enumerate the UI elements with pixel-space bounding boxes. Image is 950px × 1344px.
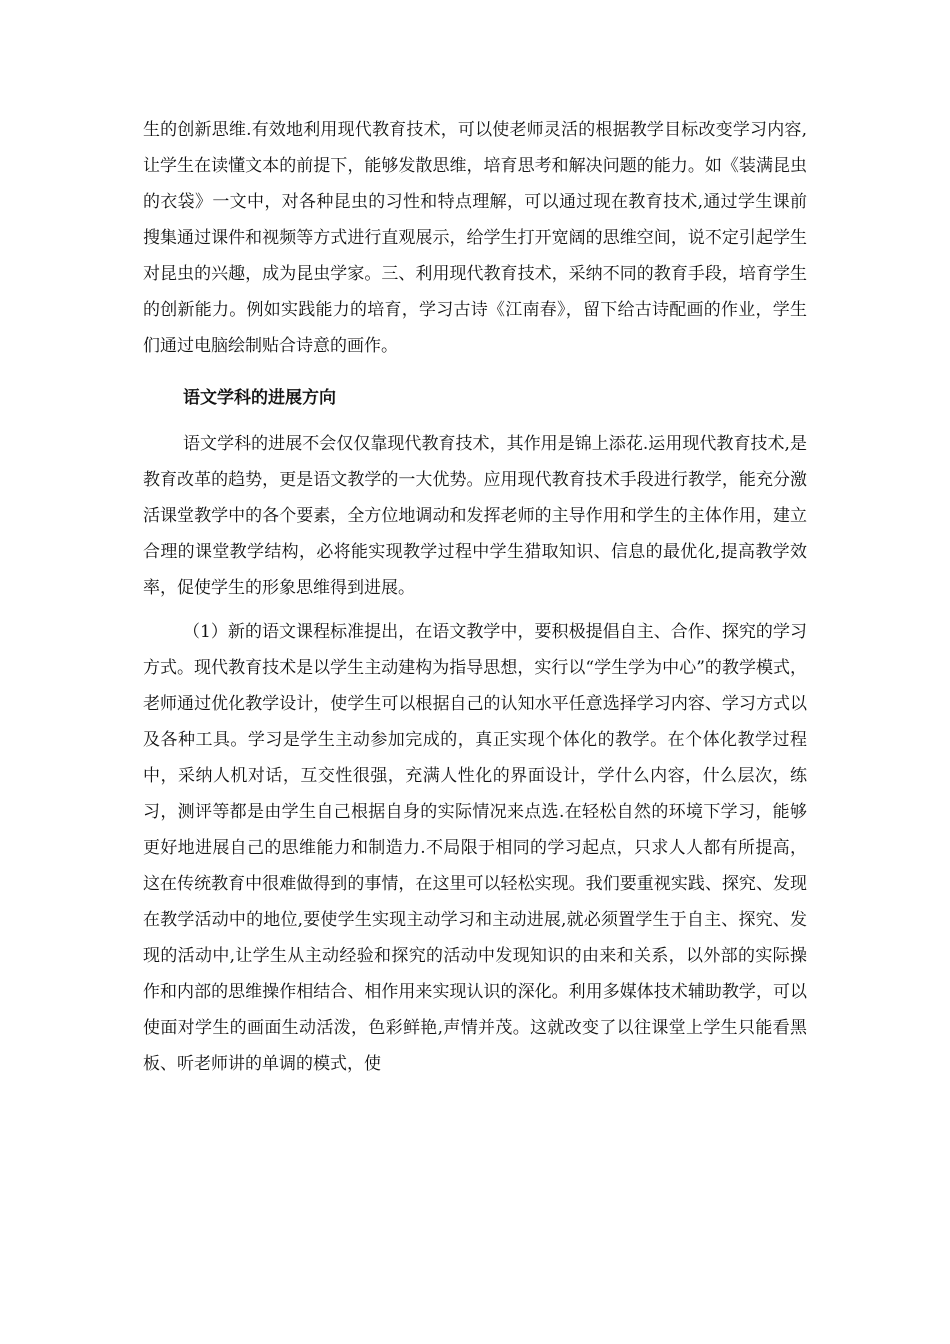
paragraph-1: 生的创新思维.有效地利用现代教育技术，可以使老师灵活的根据教学目标改变学习内容,让学生在读懂文本的前提下，能够发散思维，培育思考和解决问题的能力。如《装满昆虫的衣袋》一文中，对各种昆虫的习性和特点理解，可以通过现在教育技术,通过学生课前搜集通过课件和视频等方式进行直观展示，给学生打开宽阔的思维空间，说不定引起学生对昆虫的兴趣，成为昆虫学家。三、利用现代教育技术，采纳不同的教育手段，培育学生的创新能力。例如实践能力的培育，学习古诗《江南春》，留下给古诗配画的作业，学生们通过电脑绘制贴合诗意的画作。 xyxy=(143,120,807,356)
paragraph-2: 语文学科的进展不会仅仅靠现代教育技术，其作用是锦上添花.运用现代教育技术,是教育改革的趋势，更是语文教学的一大优势。应用现代教育技术手段进行教学，能充分激活课堂教学中的各个要素，全方位地调动和发挥老师的主导作用和学生的主体作用，建立合理的课堂教学结构，必将能实现教学过程中学生猎取知识、信息的最优化,提高教学效率，促使学生的形象思维得到进展。 xyxy=(143,434,807,598)
paragraph-3: （1）新的语文课程标准提出，在语文教学中，要积极提倡自主、合作、探究的学习方式。现代教育技术是以学生主动建构为指导思想，实行以“学生学为中心”的教学模式，老师通过优化教学设计，使学生可以根据自己的认知水平任意选择学习内容、学习方式以及各种工具。学习是学生主动参加完成的，真正实现个体化的教学。在个体化教学过程中，采纳人机对话，互交性很强，充满人性化的界面设计，学什么内容，什么层次，练习，测评等都是由学生自己根据自身的实际情况来点选.在轻松自然的环境下学习，能够更好地进展自己的思维能力和制造力.不局限于相同的学习起点，只求人人都有所提高，这在传统教育中很难做得到的事情，在这里可以轻松实现。我们要重视实践、探究、发现在教学活动中的地位,要使学生实现主动学习和主动进展,就必须置学生于自主、探究、发现的活动中,让学生从主动经验和探究的活动中发现知识的由来和关系，以外部的实际操作和内部的思维操作相结合、相作用来实现认识的深化。利用多媒体技术辅助教学，可以使面对学生的画面生动活泼，色彩鲜艳,声情并茂。这就改变了以往课堂上学生只能看黑板、听老师讲的单调的模式，使 xyxy=(143,622,807,1074)
document-body xyxy=(143,112,807,1082)
section-heading: 语文学科的进展方向 xyxy=(183,388,336,408)
